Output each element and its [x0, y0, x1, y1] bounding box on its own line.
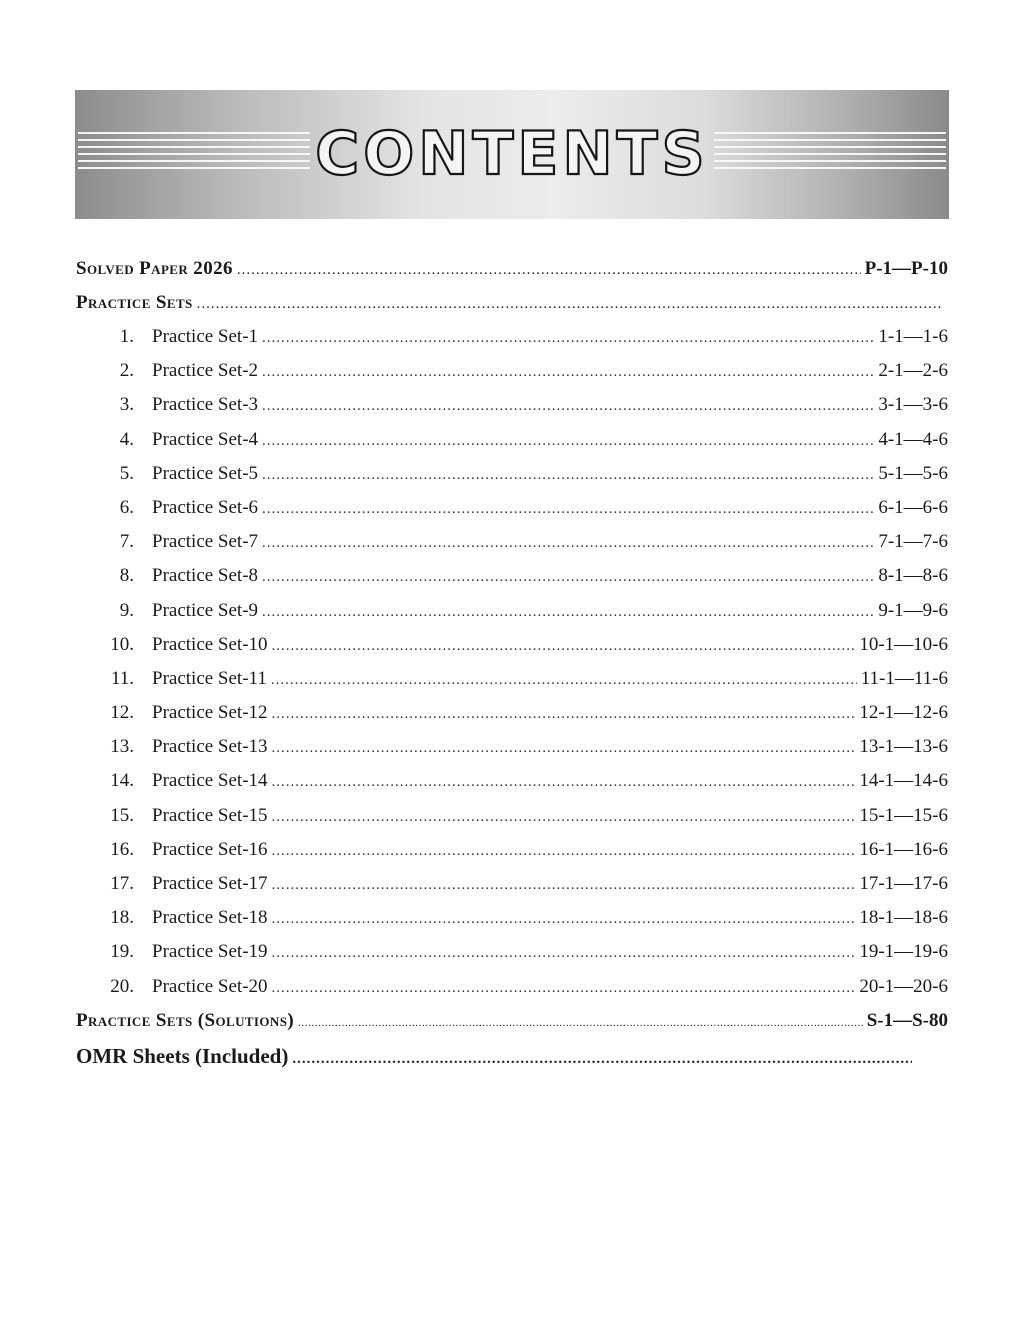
- toc-entry-title: Practice Set-10: [152, 633, 268, 655]
- dot-leader: [262, 501, 874, 518]
- toc-entry-number: 12.: [110, 702, 134, 724]
- dot-leader: [262, 330, 874, 347]
- toc-entry-number: 2.: [119, 360, 134, 382]
- toc-entry-pages: 9-1—9-6: [878, 599, 948, 621]
- toc-entry-pages: P-1—P-10: [864, 258, 948, 279]
- toc-entry-number: 20.: [110, 975, 134, 997]
- toc-entry-practice-set[interactable]: [76, 497, 948, 531]
- toc-entry-number: 14.: [110, 770, 134, 792]
- toc-entry-pages: 20-1—20-6: [859, 975, 948, 997]
- toc-entry-number: 11.: [110, 667, 134, 689]
- dot-leader: [272, 809, 856, 826]
- toc-entry-number: 9.: [119, 599, 134, 621]
- dot-leader: [272, 774, 856, 791]
- dot-leader: [262, 398, 874, 415]
- toc-entry-practice-set[interactable]: [76, 941, 948, 975]
- toc-entry-pages: 2-1—2-6: [878, 360, 948, 382]
- toc-entry-number: 16.: [110, 838, 134, 860]
- toc-entry-number: 19.: [110, 941, 134, 963]
- toc-entry-practice-set[interactable]: [76, 394, 948, 428]
- dot-leader: [298, 1017, 863, 1029]
- dot-leader: [262, 364, 874, 381]
- toc-entry-title: Practice Set-6: [152, 496, 259, 518]
- dot-leader: [197, 296, 942, 313]
- toc-entry-title: Practice Set-16: [152, 838, 268, 860]
- toc-entry-number: 8.: [119, 565, 134, 587]
- toc-entry-practice-set[interactable]: [76, 805, 948, 839]
- toc-entry-title: OMR Sheets (Included): [76, 1043, 289, 1068]
- toc-entry-number: 3.: [119, 394, 134, 416]
- toc-entry-number: 5.: [119, 462, 134, 484]
- toc-entry-number: 4.: [119, 428, 134, 450]
- toc-entry-pages: 7-1—7-6: [878, 531, 948, 553]
- toc-entry-number: 1.: [119, 326, 134, 347]
- toc-entry-pages: 8-1—8-6: [878, 565, 948, 587]
- toc-entry-title: Practice Set-2: [152, 360, 259, 382]
- toc-entry-omr-sheets[interactable]: [76, 1044, 948, 1084]
- toc-entry-pages: 11-1—11-6: [860, 667, 948, 689]
- toc-entry-pages: 18-1—18-6: [859, 907, 948, 929]
- dot-leader: [271, 672, 857, 689]
- dot-leader: [272, 911, 856, 928]
- toc-entry-number: 15.: [110, 804, 134, 826]
- dot-leader: [262, 569, 874, 586]
- toc-entry-practice-set[interactable]: [76, 600, 948, 634]
- toc-entry-pages: 17-1—17-6: [859, 873, 948, 894]
- toc-entry-pages: 3-1—3-6: [878, 394, 948, 416]
- toc-entry-pages: 10-1—10-6: [859, 633, 948, 655]
- toc-entry-title: Practice Sets (Solutions): [76, 1009, 295, 1031]
- toc-entry-practice-set[interactable]: [76, 531, 948, 565]
- toc-entry-title: Practice Set-12: [152, 702, 268, 724]
- toc-entry-number: 17.: [110, 873, 134, 894]
- toc-entry-pages: S-1—S-80: [866, 1009, 948, 1031]
- toc-entry-title: Practice Set-17: [152, 873, 268, 894]
- practice-set-list: [76, 326, 948, 1010]
- toc-entry-pages: 19-1—19-6: [859, 941, 948, 963]
- dot-leader: [292, 1051, 912, 1068]
- toc-entry-practice-set[interactable]: [76, 839, 948, 873]
- dot-leader: [262, 433, 874, 450]
- toc-entry-title: Practice Set-4: [152, 428, 259, 450]
- toc-entry-practice-set[interactable]: [76, 976, 948, 1010]
- dot-leader: [272, 638, 856, 655]
- toc-entry-number: 10.: [110, 633, 134, 655]
- toc-entry-title: Practice Set-1: [152, 326, 259, 347]
- toc-entry-practice-set[interactable]: [76, 429, 948, 463]
- toc-entry-pages: 4-1—4-6: [878, 428, 948, 450]
- toc-entry-title: Practice Set-9: [152, 599, 259, 621]
- toc-entry-title: Practice Set-3: [152, 394, 259, 416]
- toc-entry-pages: 6-1—6-6: [878, 496, 948, 518]
- toc-entry-title: Practice Sets: [76, 292, 193, 313]
- toc-entry-title: Practice Set-5: [152, 462, 259, 484]
- toc-entry-pages: 5-1—5-6: [878, 462, 948, 484]
- toc-entry-pages: 12-1—12-6: [859, 702, 948, 724]
- toc-entry-title: Practice Set-20: [152, 975, 268, 997]
- dot-leader: [262, 535, 874, 552]
- dot-leader: [272, 877, 856, 894]
- toc-entry-number: 18.: [110, 907, 134, 929]
- toc-section-practice-sets[interactable]: [76, 292, 948, 326]
- toc-entry-title: Practice Set-7: [152, 531, 259, 553]
- dot-leader: [262, 604, 874, 621]
- toc-entry-practice-set[interactable]: [76, 770, 948, 804]
- toc-entry-practice-set[interactable]: [76, 907, 948, 941]
- toc-entry-solutions[interactable]: [76, 1010, 948, 1044]
- dot-leader: [237, 262, 861, 279]
- toc-entry-pages: 1-1—1-6: [878, 326, 948, 347]
- toc-entry-number: 6.: [119, 496, 134, 518]
- toc-entry-title: Practice Set-18: [152, 907, 268, 929]
- toc-entry-number: 7.: [119, 531, 134, 553]
- toc-entry-title: Practice Set-13: [152, 736, 268, 758]
- table-of-contents: [76, 258, 948, 1084]
- toc-entry-practice-set[interactable]: [76, 702, 948, 736]
- toc-entry-number: 13.: [110, 736, 134, 758]
- page-title: CONTENTS: [315, 119, 709, 189]
- toc-entry-practice-set[interactable]: [76, 668, 948, 702]
- toc-entry-practice-set[interactable]: [76, 873, 948, 907]
- toc-entry-title: Solved Paper 2026: [76, 258, 233, 279]
- toc-entry-pages: 16-1—16-6: [859, 838, 948, 860]
- dot-leader: [272, 740, 856, 757]
- toc-entry-title: Practice Set-11: [152, 667, 267, 689]
- toc-entry-title: Practice Set-19: [152, 941, 268, 963]
- toc-entry-title: Practice Set-15: [152, 804, 268, 826]
- toc-entry-practice-set[interactable]: [76, 326, 948, 360]
- dot-leader: [272, 945, 856, 962]
- toc-entry-pages: 15-1—15-6: [859, 804, 948, 826]
- toc-entry-practice-set[interactable]: [76, 634, 948, 668]
- toc-entry-practice-set[interactable]: [76, 463, 948, 497]
- toc-entry-title: Practice Set-14: [152, 770, 268, 792]
- toc-entry-solved-paper[interactable]: [76, 258, 948, 292]
- dot-leader: [272, 980, 856, 997]
- toc-entry-practice-set[interactable]: [76, 565, 948, 599]
- toc-entry-title: Practice Set-8: [152, 565, 259, 587]
- dot-leader: [262, 467, 874, 484]
- toc-entry-pages: 13-1—13-6: [859, 736, 948, 758]
- dot-leader: [272, 843, 856, 860]
- toc-entry-practice-set[interactable]: [76, 736, 948, 770]
- toc-entry-pages: 14-1—14-6: [859, 770, 948, 792]
- dot-leader: [272, 706, 856, 723]
- contents-banner: [75, 90, 949, 219]
- toc-entry-practice-set[interactable]: [76, 360, 948, 394]
